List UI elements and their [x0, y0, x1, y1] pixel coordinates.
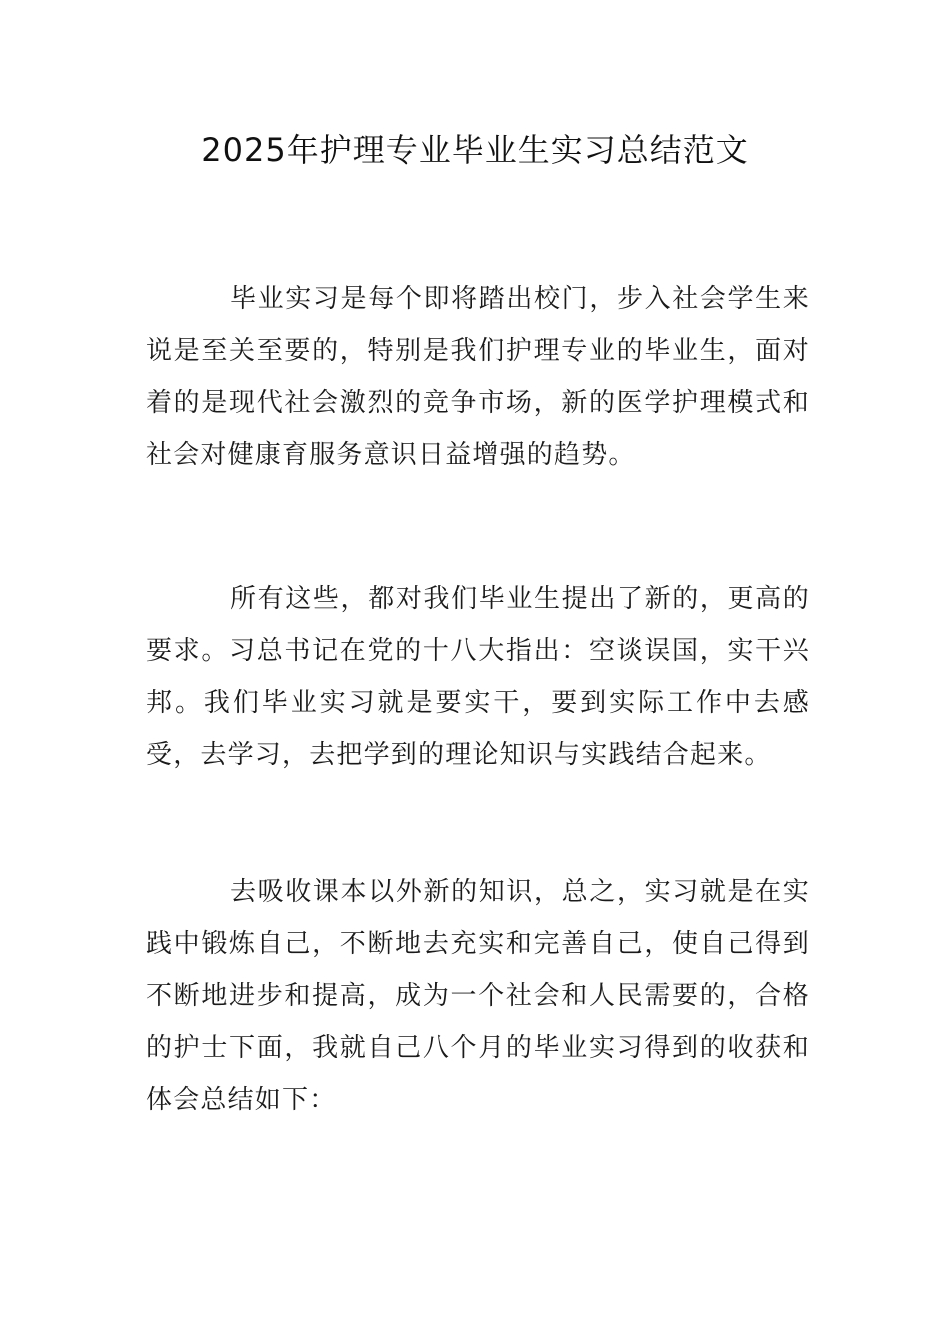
- paragraph-3: 去吸收课本以外新的知识，总之，实习就是在实践中锻炼自己，不断地去充实和完善自己，使自己得到不断地进步和提高，成为一个社会和人民需要的，合格的护士下面，我就自己八个月的毕业实习得到的收获和体会总结如下：: [146, 877, 810, 1115]
- paragraph-2: 所有这些，都对我们毕业生提出了新的，更高的要求。习总书记在党的十八大指出：空谈误国，实干兴邦。我们毕业实习就是要实干，要到实际工作中去感受，去学习，去把学到的理论知识与实践结合起来。: [146, 584, 810, 770]
- document-title: 2025年护理专业毕业生实习总结范文: [201, 131, 749, 169]
- paragraph-1: 毕业实习是每个即将踏出校门，步入社会学生来说是至关至要的，特别是我们护理专业的毕业生，面对着的是现代社会激烈的竞争市场，新的医学护理模式和社会对健康育服务意识日益增强的趋势。: [146, 284, 810, 470]
